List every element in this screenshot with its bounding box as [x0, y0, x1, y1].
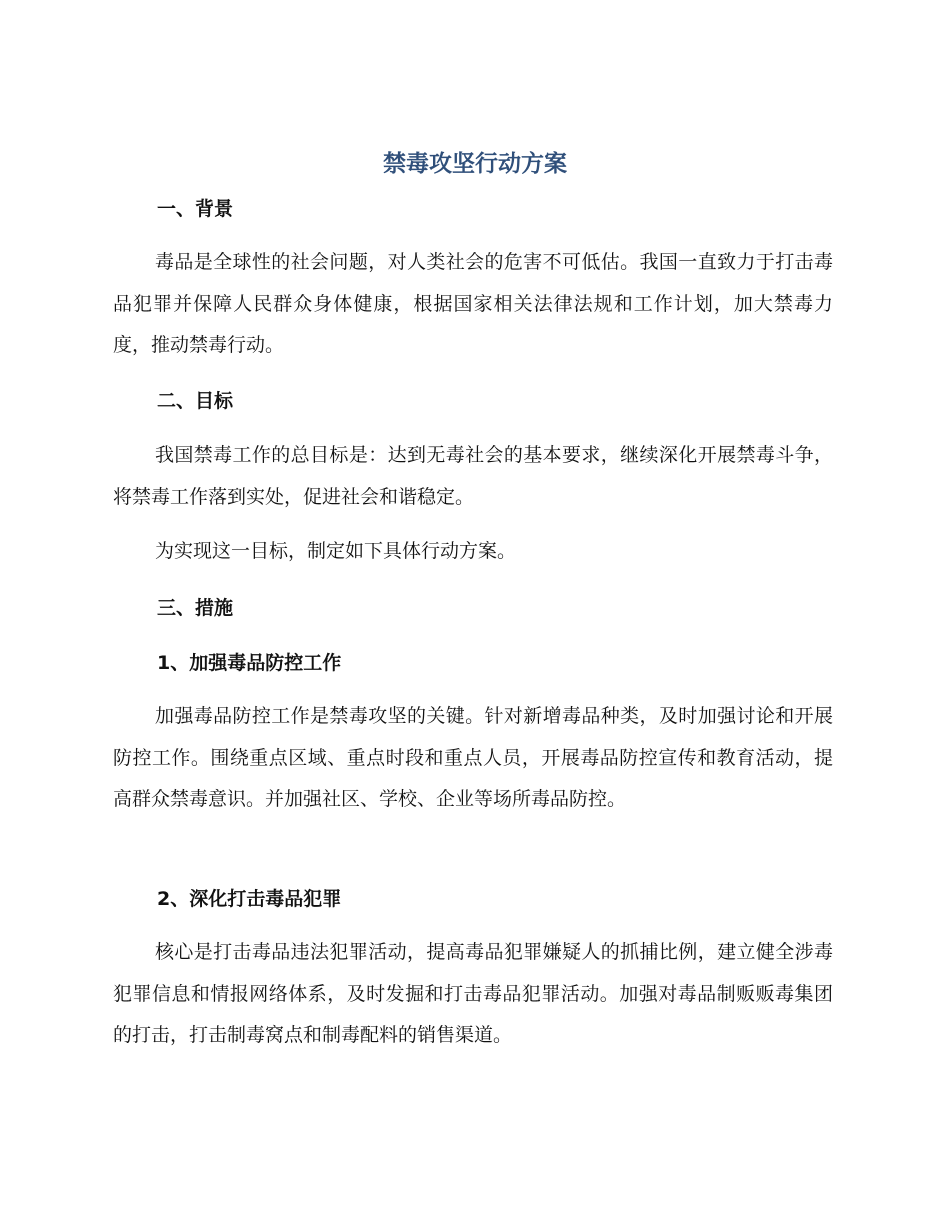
section-heading-background: 一、背景: [157, 198, 234, 220]
paragraph-prevention: 加强毒品防控工作是禁毒攻坚的关键。针对新增毒品种类，及时加强讨论和开展防控工作。围绕重点区域、重点时段和重点人员，开展毒品防控宣传和教育活动，提高群众禁毒意识。并加强社区、学校、企业等场所毒品防控。: [113, 705, 833, 810]
paragraph-background: 毒品是全球性的社会问题，对人类社会的危害不可低估。我国一直致力于打击毒品犯罪并保障人民群众身体健康，根据国家相关法律法规和工作计划，加大禁毒力度，推动禁毒行动。: [113, 251, 833, 356]
paragraph-crackdown: 核心是打击毒品违法犯罪活动，提高毒品犯罪嫌疑人的抓捕比例，建立健全涉毒犯罪信息和情报网络体系，及时发掘和打击毒品犯罪活动。加强对毒品制贩贩毒集团的打击，打击制毒窝点和制毒配料的销售渠道。: [113, 941, 833, 1046]
paragraph-goal-plan: 为实现这一目标，制定如下具体行动方案。: [155, 540, 517, 562]
section-heading-goal: 二、目标: [157, 390, 234, 412]
document-title: 禁毒攻坚行动方案: [383, 151, 567, 177]
section-heading-measures: 三、措施: [157, 597, 234, 619]
paragraph-goal: 我国禁毒工作的总目标是：达到无毒社会的基本要求，继续深化开展禁毒斗争，将禁毒工作落到实处，促进社会和谐稳定。: [113, 444, 833, 508]
subsection-heading-crackdown: 2、深化打击毒品犯罪: [157, 888, 342, 910]
subsection-heading-prevention: 1、加强毒品防控工作: [157, 652, 342, 674]
